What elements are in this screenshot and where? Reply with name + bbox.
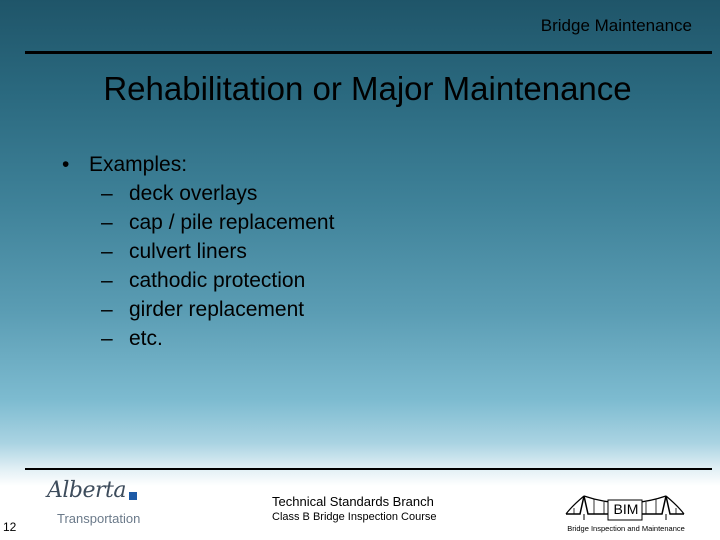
list-item-text: girder replacement [129, 298, 305, 321]
examples-list [101, 179, 334, 353]
list-item [101, 179, 334, 208]
list-item-text: culvert liners [129, 240, 247, 263]
logo-subtitle: Transportation [57, 511, 141, 526]
logo-wordmark: Alberta [47, 478, 126, 503]
dash-marker: – [101, 327, 113, 350]
dash-marker: – [101, 240, 113, 263]
header-title: Bridge Maintenance [540, 16, 692, 35]
branch-name: Technical Standards Branch [272, 494, 434, 509]
list-item [101, 266, 334, 295]
dash-marker: – [101, 182, 113, 205]
alberta-logo [45, 478, 145, 528]
list-item [101, 237, 334, 266]
list-item-text: deck overlays [129, 182, 258, 205]
list-item [101, 324, 334, 353]
dash-marker: – [101, 298, 113, 321]
course-name: Class B Bridge Inspection Course [272, 511, 437, 523]
bim-subtitle: Bridge Inspection and Maintenance [567, 524, 685, 533]
dash-marker: – [101, 269, 113, 292]
list-item [101, 208, 334, 237]
bim-label: BIM [613, 501, 639, 517]
slide-title: Rehabilitation or Major Maintenance [103, 70, 632, 107]
bullet-marker: • [62, 153, 70, 176]
page-number: 12 [3, 520, 17, 534]
bullet-label: Examples: [89, 153, 188, 176]
dash-marker: – [101, 211, 113, 234]
list-item-text: cathodic protection [129, 269, 306, 292]
bullet-examples [62, 150, 187, 179]
list-item [101, 295, 334, 324]
list-item-text: cap / pile replacement [129, 211, 335, 234]
logo-square-icon [129, 492, 137, 500]
top-divider [25, 51, 712, 54]
list-item-text: etc. [129, 327, 163, 350]
